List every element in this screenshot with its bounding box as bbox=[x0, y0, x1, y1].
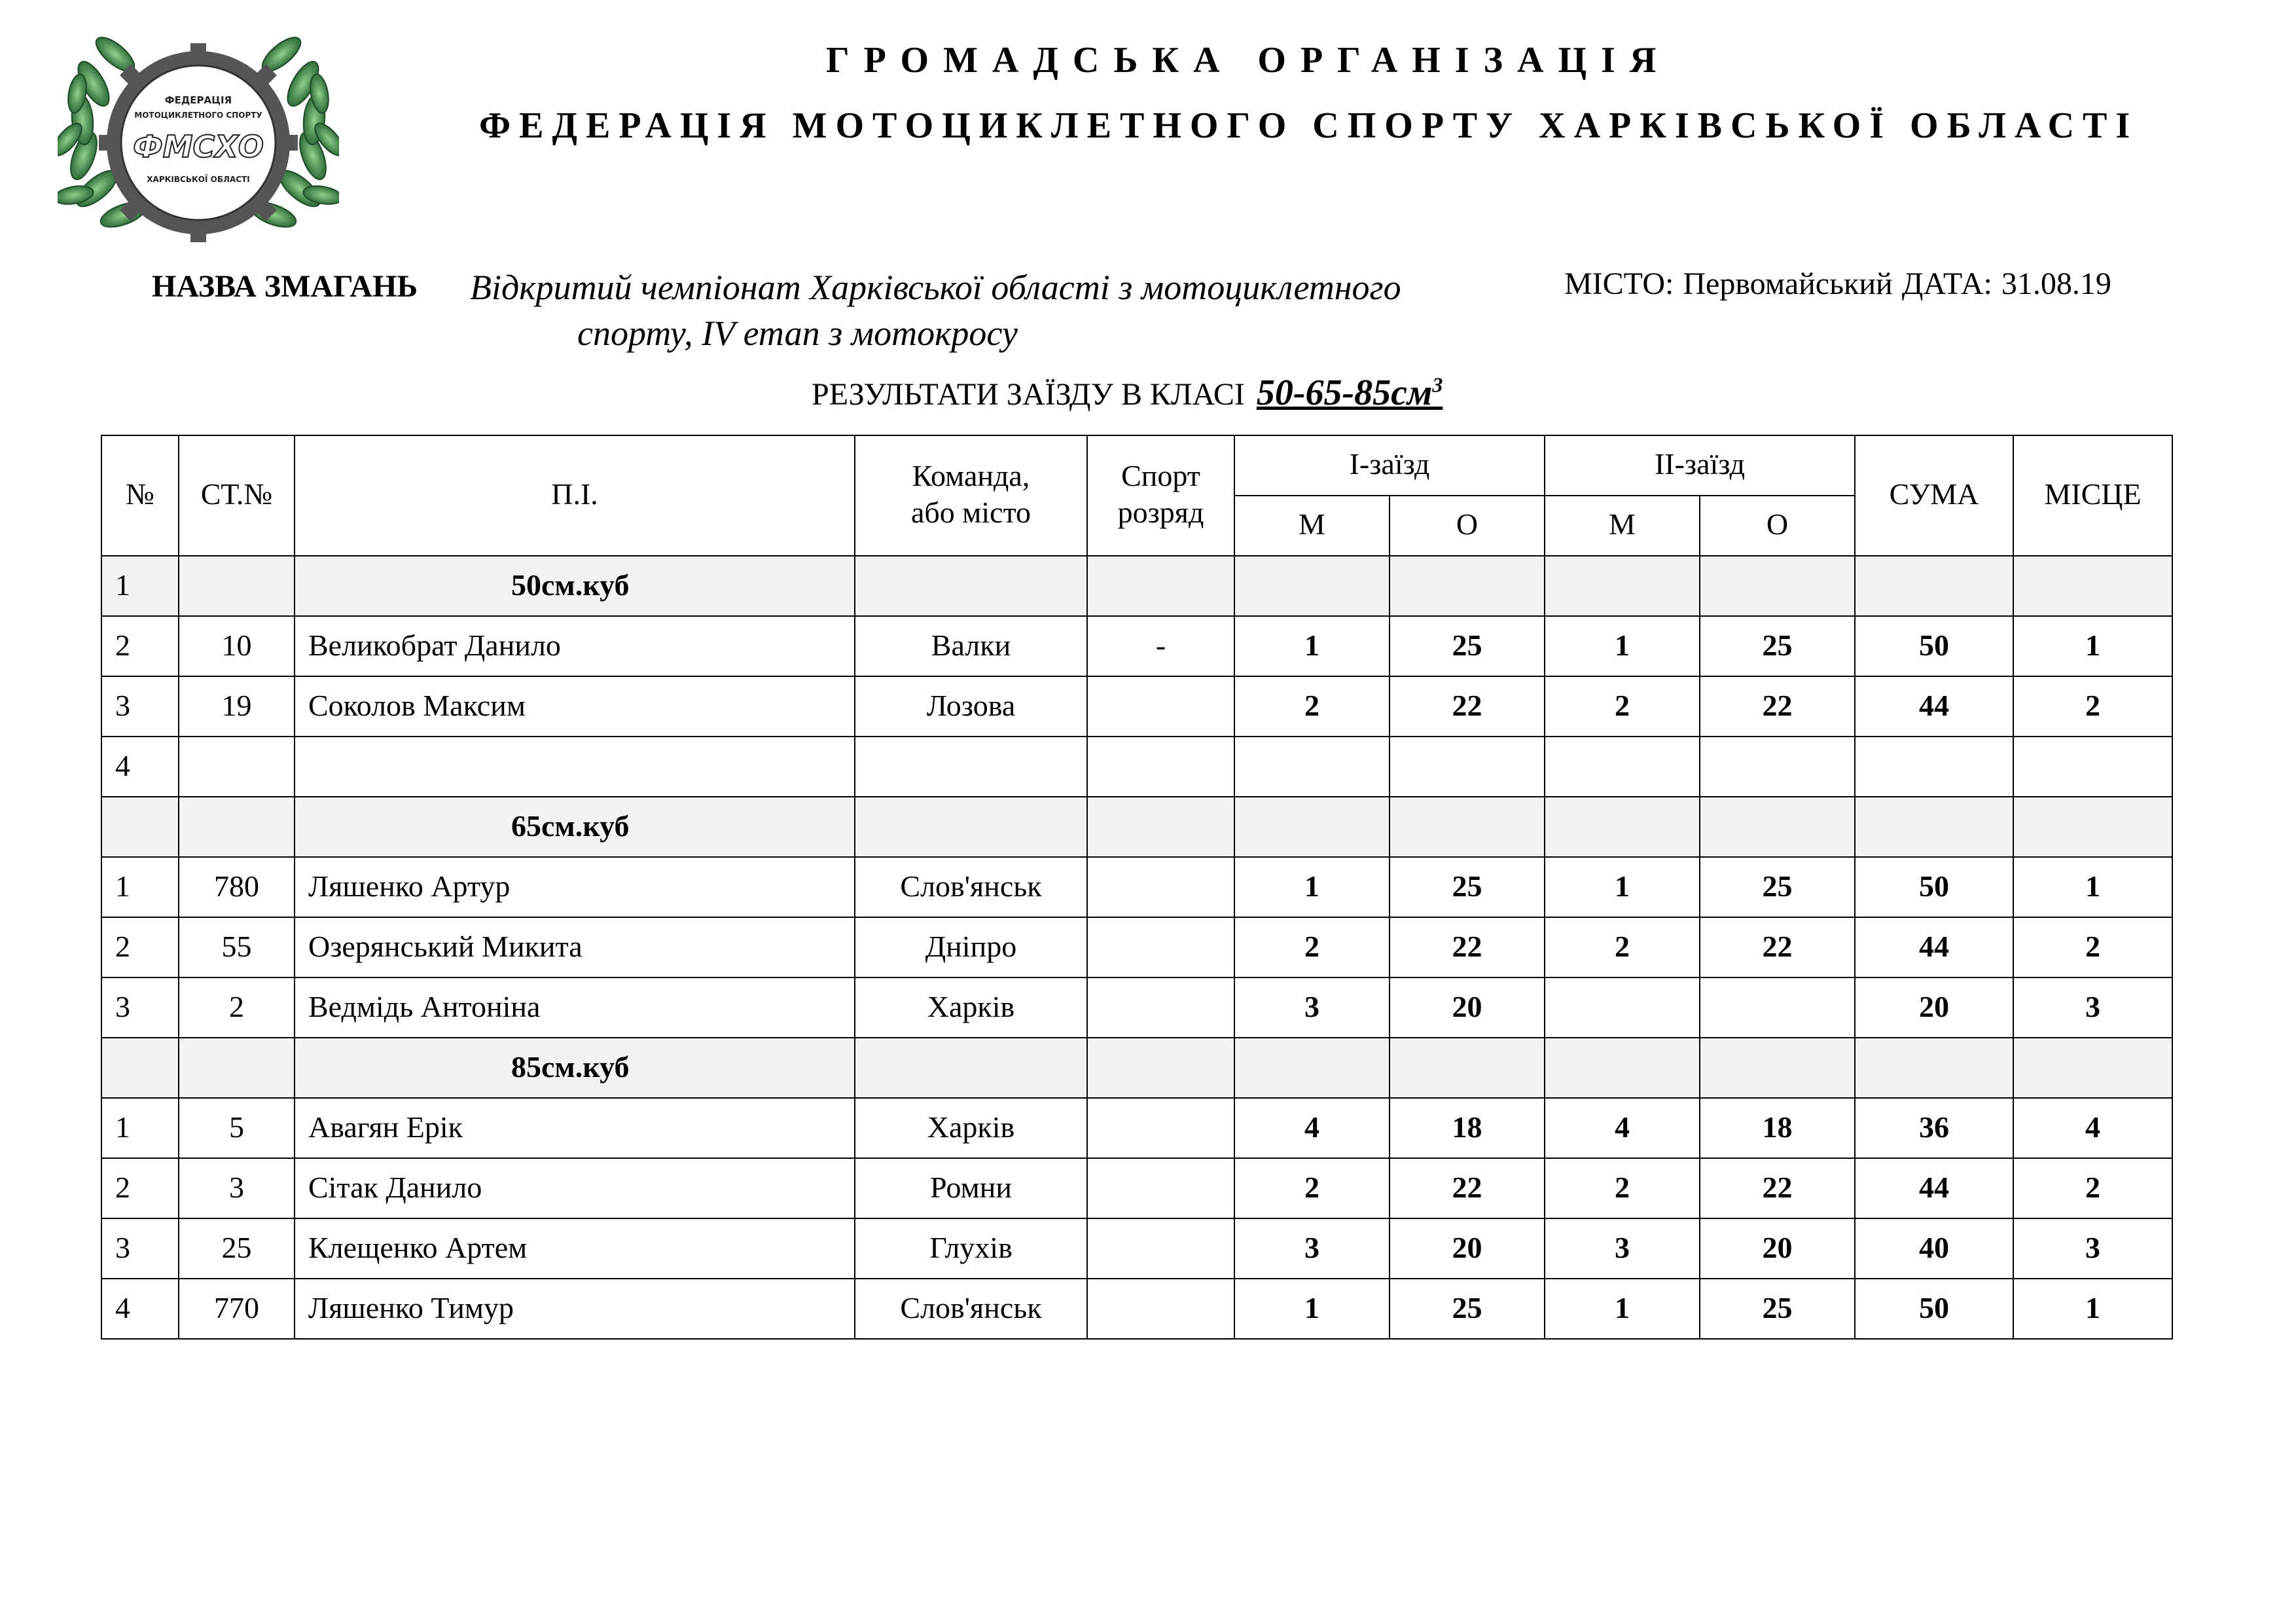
header-race-1-m: М bbox=[1234, 496, 1390, 556]
header-sum: СУМА bbox=[1855, 435, 2013, 556]
table-row bbox=[101, 676, 2172, 737]
cell-name bbox=[295, 737, 855, 797]
cell-rank bbox=[1087, 1279, 1234, 1339]
cell-sum: 50 bbox=[1855, 1279, 2013, 1339]
cell-race-1-o bbox=[1390, 1038, 1545, 1098]
results-title-text: РЕЗУЛЬТАТИ ЗАЇЗДУ В КЛАСІ bbox=[812, 377, 1245, 412]
cell-sum bbox=[1855, 797, 2013, 857]
date-label: ДАТА: bbox=[1901, 266, 1992, 301]
cell-team: Дніпро bbox=[855, 917, 1087, 977]
svg-text:ХАРКІВСЬКОЇ ОБЛАСТІ: ХАРКІВСЬКОЇ ОБЛАСТІ bbox=[147, 175, 250, 184]
cell-race-1-m bbox=[1234, 737, 1390, 797]
cell-team: Слов'янськ bbox=[855, 1279, 1087, 1339]
cell-race-2-o bbox=[1700, 737, 1855, 797]
cell-race-1-o: 20 bbox=[1390, 1218, 1545, 1279]
cell-rank bbox=[1087, 1038, 1234, 1098]
cell-rank bbox=[1087, 917, 1234, 977]
svg-text:МОТОЦИКЛЕТНОГО СПОРТУ: МОТОЦИКЛЕТНОГО СПОРТУ bbox=[134, 111, 262, 120]
cell-race-2-m: 2 bbox=[1545, 1158, 1700, 1218]
table-row bbox=[101, 977, 2172, 1038]
city-label: МІСТО: bbox=[1564, 266, 1674, 301]
header-rank-line-2: розряд bbox=[1117, 496, 1204, 529]
table-row bbox=[101, 1158, 2172, 1218]
cell-race-2-m: 1 bbox=[1545, 1279, 1700, 1339]
cell-place: 1 bbox=[2013, 857, 2172, 917]
cell-sum: 36 bbox=[1855, 1098, 2013, 1158]
cell-team: Лозова bbox=[855, 676, 1087, 737]
header-team-line-1: Команда, bbox=[912, 459, 1030, 492]
cell-team bbox=[855, 797, 1087, 857]
cell-race-2-o bbox=[1700, 556, 1855, 616]
competition-name-line-2: спорту, IV етап з мотокросу bbox=[577, 314, 1018, 353]
cell-team bbox=[855, 556, 1087, 616]
cell-race-1-o bbox=[1390, 556, 1545, 616]
header-team bbox=[855, 435, 1087, 556]
cell-num: 3 bbox=[101, 676, 179, 737]
cell-race-1-o: 22 bbox=[1390, 676, 1545, 737]
cell-place bbox=[2013, 737, 2172, 797]
cell-name: Сітак Данило bbox=[295, 1158, 855, 1218]
cell-race-1-m: 3 bbox=[1234, 1218, 1390, 1279]
class-value bbox=[1257, 373, 1443, 413]
cell-team: Слов'янськ bbox=[855, 857, 1087, 917]
cell-num: 2 bbox=[101, 1158, 179, 1218]
cell-team: Глухів bbox=[855, 1218, 1087, 1279]
class-value-sup: 3 bbox=[1432, 373, 1443, 397]
cell-race-2-o: 20 bbox=[1700, 1218, 1855, 1279]
cell-rank bbox=[1087, 1098, 1234, 1158]
cell-race-1-m: 2 bbox=[1234, 1158, 1390, 1218]
cell-place: 1 bbox=[2013, 616, 2172, 676]
cell-race-2-m bbox=[1545, 737, 1700, 797]
cell-race-1-m: 2 bbox=[1234, 676, 1390, 737]
cell-race-1-m: 1 bbox=[1234, 616, 1390, 676]
results-table bbox=[101, 435, 2173, 1340]
table-row bbox=[101, 857, 2172, 917]
cell-race-2-m: 1 bbox=[1545, 616, 1700, 676]
cell-num: 3 bbox=[101, 1218, 179, 1279]
date-value: 31.08.19 bbox=[2001, 266, 2111, 301]
header-team-line-2: або місто bbox=[910, 496, 1031, 529]
cell-rank bbox=[1087, 676, 1234, 737]
cell-sum bbox=[1855, 1038, 2013, 1098]
table-row bbox=[101, 1279, 2172, 1339]
results-body bbox=[101, 556, 2172, 1339]
cell-sum: 44 bbox=[1855, 1158, 2013, 1218]
cell-place bbox=[2013, 556, 2172, 616]
cell-start-num bbox=[179, 737, 295, 797]
table-row bbox=[101, 917, 2172, 977]
cell-start-num: 19 bbox=[179, 676, 295, 737]
cell-rank bbox=[1087, 1218, 1234, 1279]
cell-team: Ромни bbox=[855, 1158, 1087, 1218]
competition-label: НАЗВА ЗМАГАНЬ bbox=[152, 269, 418, 304]
cell-start-num bbox=[179, 556, 295, 616]
header-rank-line-1: Спорт bbox=[1121, 459, 1200, 492]
table-row bbox=[101, 616, 2172, 676]
competition-name-line-1: Відкритий чемпіонат Харківської області з мотоциклетного bbox=[470, 268, 1401, 307]
header-start-num: СТ.№ bbox=[179, 435, 295, 556]
cell-sum: 44 bbox=[1855, 917, 2013, 977]
cell-race-2-m: 3 bbox=[1545, 1218, 1700, 1279]
cell-race-2-o: 25 bbox=[1700, 857, 1855, 917]
cell-start-num: 10 bbox=[179, 616, 295, 676]
cell-name: Озерянський Микита bbox=[295, 917, 855, 977]
cell-name: 50см.куб bbox=[295, 556, 855, 616]
cell-race-1-m: 4 bbox=[1234, 1098, 1390, 1158]
cell-team: Харків bbox=[855, 977, 1087, 1038]
cell-race-2-o: 22 bbox=[1700, 917, 1855, 977]
cell-num: 4 bbox=[101, 737, 179, 797]
cell-place: 3 bbox=[2013, 977, 2172, 1038]
cell-race-1-m: 2 bbox=[1234, 917, 1390, 977]
cell-start-num: 25 bbox=[179, 1218, 295, 1279]
cell-race-2-o: 22 bbox=[1700, 1158, 1855, 1218]
city-value: Первомайський bbox=[1683, 266, 1893, 301]
cell-race-1-o: 18 bbox=[1390, 1098, 1545, 1158]
cell-start-num: 3 bbox=[179, 1158, 295, 1218]
cell-start-num bbox=[179, 797, 295, 857]
cell-race-1-o: 25 bbox=[1390, 857, 1545, 917]
cell-race-2-m: 2 bbox=[1545, 676, 1700, 737]
cell-sum: 50 bbox=[1855, 857, 2013, 917]
cell-race-1-o: 25 bbox=[1390, 616, 1545, 676]
cell-race-2-o: 18 bbox=[1700, 1098, 1855, 1158]
cell-race-2-o: 25 bbox=[1700, 616, 1855, 676]
city-date bbox=[1564, 266, 2121, 302]
cell-race-2-m bbox=[1545, 797, 1700, 857]
cell-start-num bbox=[179, 1038, 295, 1098]
cell-name: 65см.куб bbox=[295, 797, 855, 857]
cell-place: 2 bbox=[2013, 1158, 2172, 1218]
cell-num: 4 bbox=[101, 1279, 179, 1339]
cell-sum: 40 bbox=[1855, 1218, 2013, 1279]
section-row bbox=[101, 556, 2172, 616]
cell-rank bbox=[1087, 977, 1234, 1038]
cell-race-1-m bbox=[1234, 797, 1390, 857]
svg-text:ФЕДЕРАЦІЯ: ФЕДЕРАЦІЯ bbox=[164, 94, 232, 106]
cell-name: Клещенко Артем bbox=[295, 1218, 855, 1279]
cell-rank bbox=[1087, 556, 1234, 616]
svg-text:ФМСХО: ФМСХО bbox=[133, 129, 264, 164]
cell-name: 85см.куб bbox=[295, 1038, 855, 1098]
cell-place bbox=[2013, 797, 2172, 857]
org-line-1: ГРОМАДСЬКА ОРГАНІЗАЦІЯ bbox=[826, 40, 1671, 81]
cell-name: Ляшенко Артур bbox=[295, 857, 855, 917]
cell-name: Великобрат Данило bbox=[295, 616, 855, 676]
cell-race-1-o: 22 bbox=[1390, 1158, 1545, 1218]
cell-race-2-o: 22 bbox=[1700, 676, 1855, 737]
cell-place: 1 bbox=[2013, 1279, 2172, 1339]
cell-num: 2 bbox=[101, 917, 179, 977]
results-title bbox=[812, 372, 1443, 414]
header-race-2-m: М bbox=[1545, 496, 1700, 556]
cell-num bbox=[101, 797, 179, 857]
header-race-2-o: О bbox=[1700, 496, 1855, 556]
federation-logo bbox=[58, 18, 339, 267]
cell-race-2-o bbox=[1700, 1038, 1855, 1098]
cell-race-2-m: 2 bbox=[1545, 917, 1700, 977]
cell-place: 2 bbox=[2013, 676, 2172, 737]
cell-race-1-o bbox=[1390, 797, 1545, 857]
cell-race-2-m: 4 bbox=[1545, 1098, 1700, 1158]
cell-num: 1 bbox=[101, 556, 179, 616]
cell-place: 3 bbox=[2013, 1218, 2172, 1279]
cell-num bbox=[101, 1038, 179, 1098]
cell-race-2-m bbox=[1545, 1038, 1700, 1098]
cell-race-1-o: 20 bbox=[1390, 977, 1545, 1038]
cell-rank bbox=[1087, 737, 1234, 797]
cell-race-1-m bbox=[1234, 1038, 1390, 1098]
cell-team bbox=[855, 1038, 1087, 1098]
cell-name: Соколов Максим bbox=[295, 676, 855, 737]
cell-rank bbox=[1087, 1158, 1234, 1218]
table-row bbox=[101, 1098, 2172, 1158]
cell-team: Валки bbox=[855, 616, 1087, 676]
cell-place: 4 bbox=[2013, 1098, 2172, 1158]
cell-race-1-m: 1 bbox=[1234, 857, 1390, 917]
cell-race-2-o: 25 bbox=[1700, 1279, 1855, 1339]
competition-name bbox=[470, 264, 1530, 356]
cell-start-num: 770 bbox=[179, 1279, 295, 1339]
header-rank bbox=[1087, 435, 1234, 556]
cell-race-2-o bbox=[1700, 797, 1855, 857]
table-row bbox=[101, 1218, 2172, 1279]
cell-name: Ляшенко Тимур bbox=[295, 1279, 855, 1339]
cell-start-num: 780 bbox=[179, 857, 295, 917]
cell-race-1-o: 25 bbox=[1390, 1279, 1545, 1339]
header-place: МІСЦЕ bbox=[2013, 435, 2172, 556]
cell-rank bbox=[1087, 857, 1234, 917]
cell-start-num: 5 bbox=[179, 1098, 295, 1158]
cell-sum bbox=[1855, 737, 2013, 797]
header-num: № bbox=[101, 435, 179, 556]
cell-num: 1 bbox=[101, 857, 179, 917]
cell-team: Харків bbox=[855, 1098, 1087, 1158]
header-race-2: II-заїзд bbox=[1545, 435, 1855, 496]
section-row bbox=[101, 1038, 2172, 1098]
cell-name: Авагян Ерік bbox=[295, 1098, 855, 1158]
class-value-text: 50-65-85см bbox=[1256, 373, 1433, 413]
cell-race-1-m bbox=[1234, 556, 1390, 616]
header-race-1: I-заїзд bbox=[1234, 435, 1545, 496]
cell-race-2-m bbox=[1545, 977, 1700, 1038]
cell-place bbox=[2013, 1038, 2172, 1098]
cell-num: 2 bbox=[101, 616, 179, 676]
cell-sum: 20 bbox=[1855, 977, 2013, 1038]
cell-num: 3 bbox=[101, 977, 179, 1038]
cell-place: 2 bbox=[2013, 917, 2172, 977]
cell-start-num: 55 bbox=[179, 917, 295, 977]
header-race-1-o: О bbox=[1390, 496, 1545, 556]
header-name: П.І. bbox=[295, 435, 855, 556]
cell-race-1-m: 3 bbox=[1234, 977, 1390, 1038]
cell-race-2-m bbox=[1545, 556, 1700, 616]
section-row bbox=[101, 797, 2172, 857]
cell-name: Ведмідь Антоніна bbox=[295, 977, 855, 1038]
cell-race-1-m: 1 bbox=[1234, 1279, 1390, 1339]
cell-race-2-o bbox=[1700, 977, 1855, 1038]
cell-rank bbox=[1087, 797, 1234, 857]
cell-sum bbox=[1855, 556, 2013, 616]
cell-num: 1 bbox=[101, 1098, 179, 1158]
org-line-2: ФЕДЕРАЦІЯ МОТОЦИКЛЕТНОГО СПОРТУ ХАРКІВСЬКОЇ ОБЛАСТІ bbox=[479, 105, 2139, 146]
cell-race-1-o: 22 bbox=[1390, 917, 1545, 977]
cell-start-num: 2 bbox=[179, 977, 295, 1038]
cell-team bbox=[855, 737, 1087, 797]
table-row bbox=[101, 737, 2172, 797]
cell-race-2-m: 1 bbox=[1545, 857, 1700, 917]
cell-sum: 50 bbox=[1855, 616, 2013, 676]
cell-race-1-o bbox=[1390, 737, 1545, 797]
cell-sum: 44 bbox=[1855, 676, 2013, 737]
cell-rank: - bbox=[1087, 616, 1234, 676]
